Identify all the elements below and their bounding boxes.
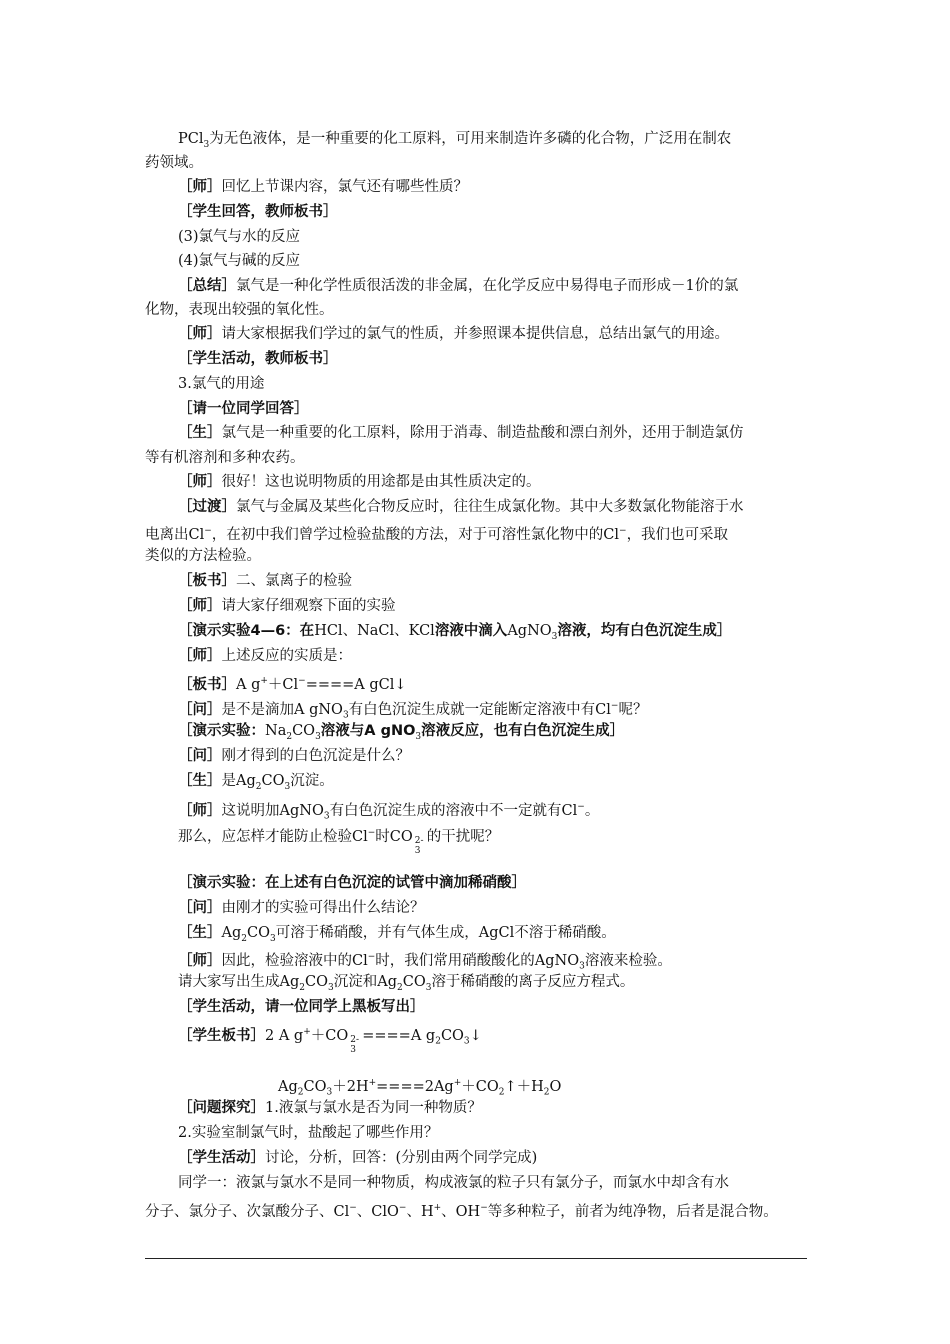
demo-experiment-nitric: ［演示实验：在上述有白色沉淀的试管中滴加稀硝酸］ — [178, 875, 526, 891]
question-line: ［问］是不是滴加A gNO$_3$有白色沉淀生成就一定能断定溶液中有Cl−呢？ — [178, 701, 648, 721]
student-line: ［生］氯气是一种重要的化工原料，除用于消毒、制造盐酸和漂白剂外，还用于制造氯仿 — [178, 425, 744, 441]
question-interference: 那么，应怎样才能防止检验Cl−时CO 2- 3 的干扰呢？ — [178, 822, 499, 848]
transition-line: ［过渡］氯气与金属及某些化合物反应时，往往生成氯化物。其中大多数氯化物能溶于水 — [178, 499, 744, 515]
ask-student-tag: ［请一位同学回答］ — [178, 401, 309, 417]
board-equation: ［板书］A g+＋Cl−====A gCl↓ — [178, 676, 407, 693]
student-activity-tag: ［学生活动，教师板书］ — [178, 351, 338, 367]
teacher-line: ［师］上述反应的实质是： — [178, 648, 352, 664]
question-line: ［问］刚才得到的白色沉淀是什么？ — [178, 748, 410, 764]
board-item-4: (4)氯气与碱的反应 — [178, 253, 301, 269]
footer-rule — [145, 1258, 807, 1259]
teacher-line: ［师］请大家仔细观察下面的实验 — [178, 598, 396, 614]
student-line: ［生$]Ag_2CO_3$可溶于稀硝酸，并有气体生成，AgCl不溶于稀硝酸。 — [178, 925, 616, 944]
question-explore-2: 2.实验室制氯气时，盐酸起了哪些作用？ — [178, 1125, 439, 1141]
teacher-line: ［师］请大家根据我们学过的氯气的性质，并参照课本提供信息，总结出氯气的用途。 — [178, 326, 729, 342]
student-answer-tag: ［学生回答，教师板书］ — [178, 204, 338, 220]
student-line-cont: 等有机溶剂和多种农药。 — [145, 450, 305, 466]
carbonate-charge: 2- 3 — [350, 1035, 360, 1055]
carbonate-charge: 2- 3 — [414, 836, 424, 856]
para-pcl3: PCl$_3$为无色液体，是一种重要的化工原料，可用来制造许多磷的化合物，广泛用在制农 — [178, 131, 732, 150]
question-explore: ［问题探究］1.液氯与氯水是否为同一种物质？ — [178, 1100, 482, 1116]
question-line: ［问］由刚才的实验可得出什么结论？ — [178, 900, 425, 916]
student-board-equation-1: ［学生板书］2 A g+＋CO 2- 3 ====A $g_2CO_3↓$ — [178, 1021, 482, 1053]
classmate-one-answer: 同学一：液氯与氯水不是同一种物质，构成液氯的粒子只有氯分子，而氯水中却含有水 — [178, 1175, 729, 1191]
teacher-line: ［师］回忆上节课内容，氯气还有哪些性质？ — [178, 179, 468, 195]
student-activity-line: ［学生活动］讨论，分析，回答：(分别由两个同学完成) — [178, 1150, 538, 1166]
section-uses: 3.氯气的用途 — [178, 376, 265, 392]
student-line: ［生］是$Ag_2CO_3$沉淀。 — [178, 773, 334, 792]
summary-line: ［总结］氯气是一种化学性质很活泼的非金属，在化学反应中易得电子而形成－1价的氯 — [178, 278, 739, 294]
classmate-one-answer-cont: 分子、氯分子、次氯酸分子、Cl−、ClO−、H+、OH−等多种粒子，前者为纯净物，后者是混合物。 — [145, 1203, 778, 1220]
board-line: ［板书］二、氯离子的检验 — [178, 573, 352, 589]
para-pcl3-cont: 药领域。 — [145, 155, 203, 171]
student-activity-tag: ［学生活动，请一位同学上黑板写出］ — [178, 999, 425, 1015]
demo-experiment-na2co3: ［演示实验：$Na_2CO_3$溶液与A gNO$_3$溶液反应，也有白色沉淀生成］ — [178, 723, 625, 742]
teacher-line: ［师］很好！这也说明物质的用途都是由其性质决定的。 — [178, 474, 541, 490]
transition-line-cont: 电离出Cl−，在初中我们曾学过检验盐酸的方法，对于可溶性氯化物中的Cl−，我们也可采取 — [145, 526, 729, 543]
board-item-3: (3)氯气与水的反应 — [178, 229, 301, 245]
teacher-line: ［师］这说明加AgNO$_3$有白色沉淀生成的溶液中不一定就有Cl−。 — [178, 802, 600, 822]
transition-line-cont: 类似的方法检验。 — [145, 548, 261, 564]
student-board-equation-2: $Ag_2CO_3+2H^+====2Ag^++CO_2↑+H_2O$ — [278, 1078, 562, 1098]
demo-experiment-4-6: ［演示实验4—6：在HCl、NaCl、KCl溶液中滴入AgNO$_3$溶液，均有白色沉淀生成］ — [178, 623, 732, 642]
teacher-line: ［师］因此，检验溶液中的Cl−时，我们常用硝酸酸化的AgNO$_3$溶液来检验。 — [178, 952, 672, 972]
summary-line-cont: 化物，表现出较强的氧化性。 — [145, 302, 334, 318]
instruction-line: 请大家写出生成$Ag_2CO_3$沉淀和$Ag_2CO_3$溶于稀硝酸的离子反应方程式。 — [178, 974, 635, 993]
